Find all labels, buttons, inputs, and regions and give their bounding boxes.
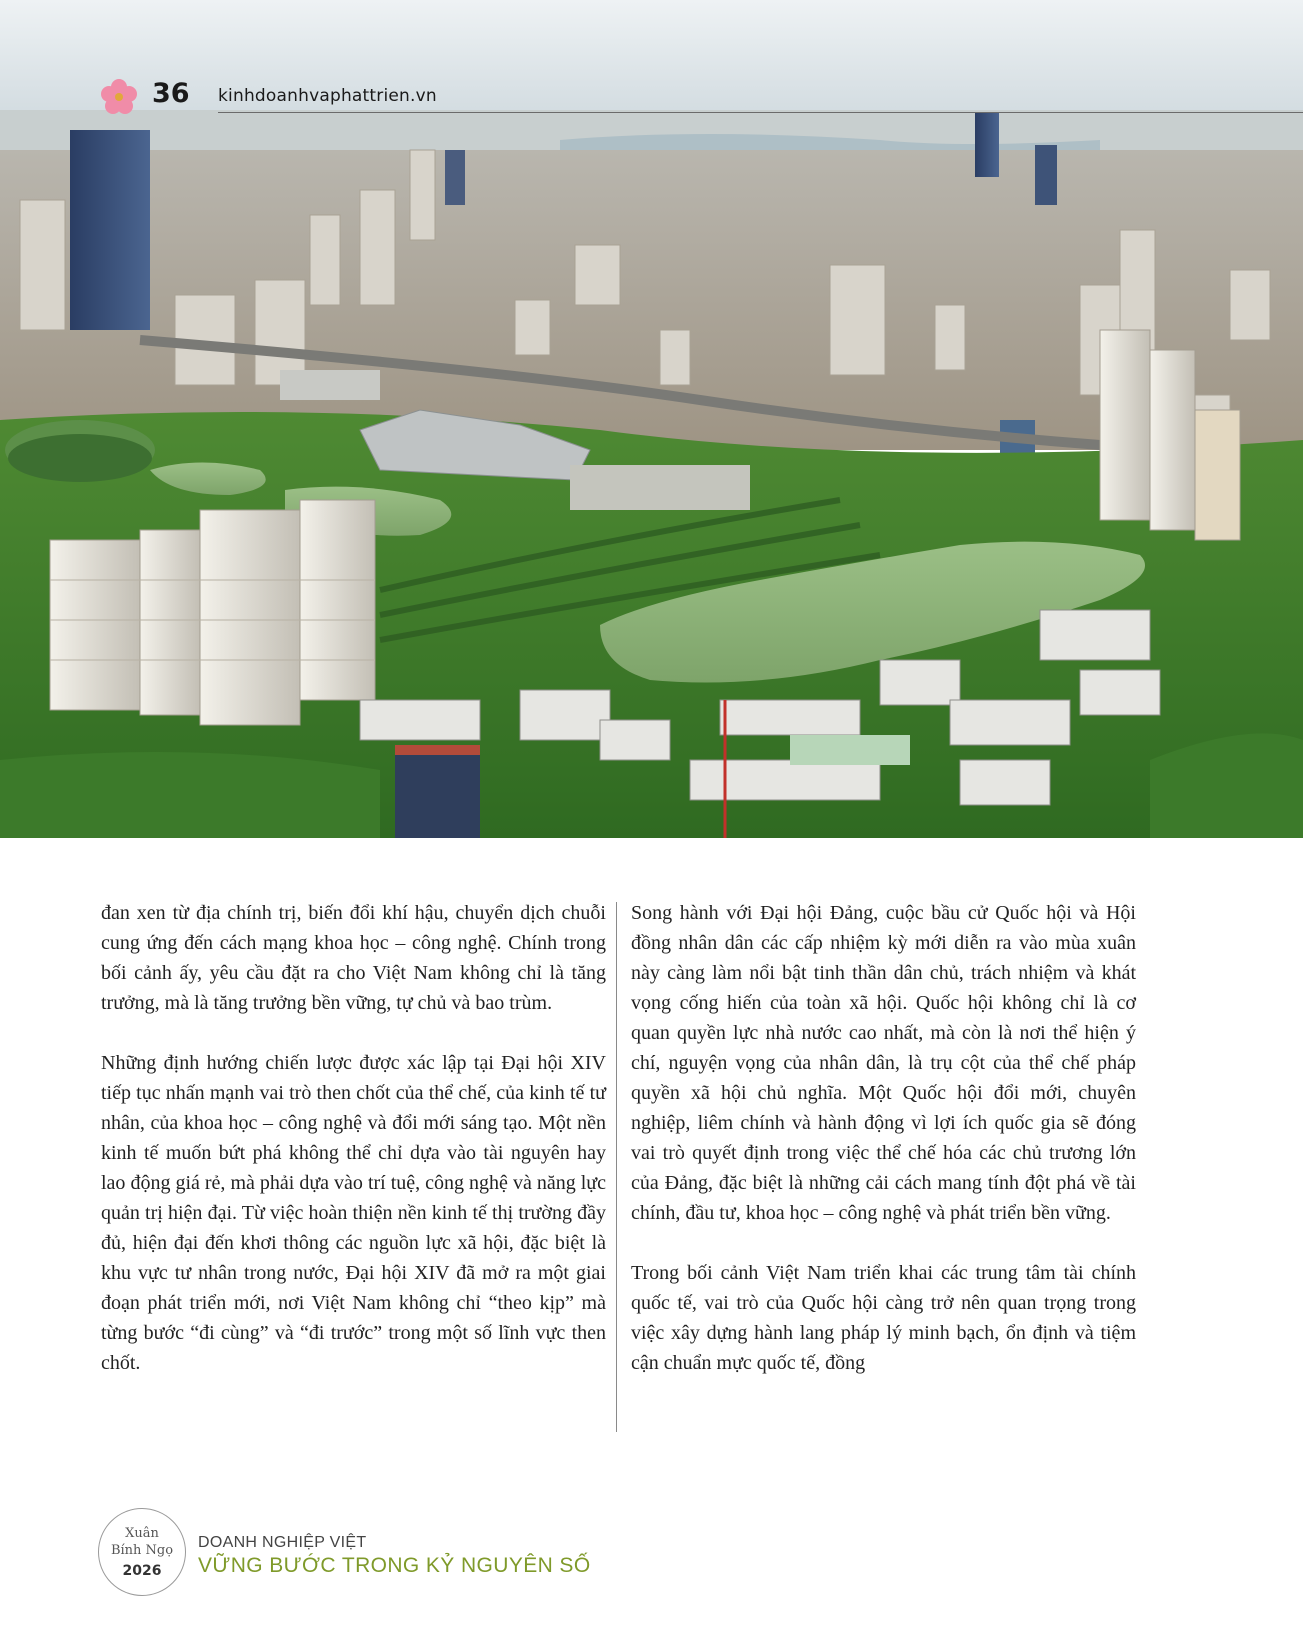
- page-number: 36: [152, 78, 190, 109]
- paragraph: Trong bối cảnh Việt Nam triển khai các trung tâm tài chính quốc tế, vai trò của Quốc hội càng trở nên quan trọng trong việc xây dựng hành lang pháp lý minh bạch, ổn định và tiệm cận chuẩn mực quốc tế, đồng: [631, 1262, 1136, 1374]
- site-url[interactable]: kinhdoanhvaphattrien.vn: [218, 86, 437, 106]
- footer-kicker: DOANH NGHIỆP VIỆT: [198, 1534, 367, 1551]
- article-right-column: [631, 898, 1136, 1408]
- issue-badge: [98, 1508, 186, 1596]
- badge-season: Xuân: [125, 1526, 159, 1541]
- paragraph: Song hành với Đại hội Đảng, cuộc bầu cử Quốc hội và Hội đồng nhân dân các cấp nhiệm kỳ mới diễn ra vào mùa xuân này càng làm nổi bật tinh thần dân chủ, trách nhiệm và khát vọng cống hiến của toàn xã hội. Quốc hội không chỉ là cơ quan quyền lực nhà nước cao nhất, mà còn là nơi thể hiện ý chí, nguyện vọng của nhân dân, là trụ cột của thể chế pháp quyền xã hội chủ nghĩa. Một Quốc hội đổi mới, chuyên nghiệp, liêm chính và hành động vì lợi ích quốc gia sẽ đóng vai trò quyết định trong việc thể chế hóa các chủ trương lớn của Đảng, đặc biệt là những cải cách mang tính đột phá về tài chính, đầu tư, khoa học – công nghệ và phát triển bền vững.: [631, 902, 1136, 1224]
- header-divider: [218, 112, 1303, 113]
- footer-title: VỮNG BƯỚC TRONG KỶ NGUYÊN SỐ: [198, 1554, 591, 1577]
- cherry-blossom-icon: [100, 78, 138, 116]
- badge-year: 2026: [122, 1563, 162, 1579]
- page-header: [100, 74, 1303, 116]
- badge-lunar-year: Bính Ngọ: [110, 1543, 174, 1558]
- column-divider: [616, 902, 617, 1432]
- paragraph: đan xen từ địa chính trị, biến đổi khí hậu, chuyển dịch chuỗi cung ứng đến cách mạng khoa học – công nghệ. Chính trong bối cảnh ấy, yêu cầu đặt ra cho Việt Nam không chỉ là tăng trưởng, mà là tăng trưởng bền vững, tự chủ và bao trùm.: [101, 902, 606, 1014]
- paragraph: Những định hướng chiến lược được xác lập tại Đại hội XIV tiếp tục nhấn mạnh vai trò then chốt của thể chế, của kinh tế tư nhân, của khoa học – công nghệ và đổi mới sáng tạo. Một nền kinh tế muốn bứt phá không thể chỉ dựa vào tài nguyên hay lao động giá rẻ, mà phải dựa vào trí tuệ, công nghệ và năng lực quản trị hiện đại. Từ việc hoàn thiện nền kinh tế thị trường đầy đủ, hiện đại đến khơi thông các nguồn lực xã hội, đặc biệt là khu vực tư nhân trong nước, Đại hội XIV đã mở ra một giai đoạn phát triển mới, nơi Việt Nam không chỉ “theo kịp” mà từng bước “đi cùng” và “đi trước” trong một số lĩnh vực then chốt.: [101, 1052, 606, 1374]
- article-left-column: [101, 898, 606, 1408]
